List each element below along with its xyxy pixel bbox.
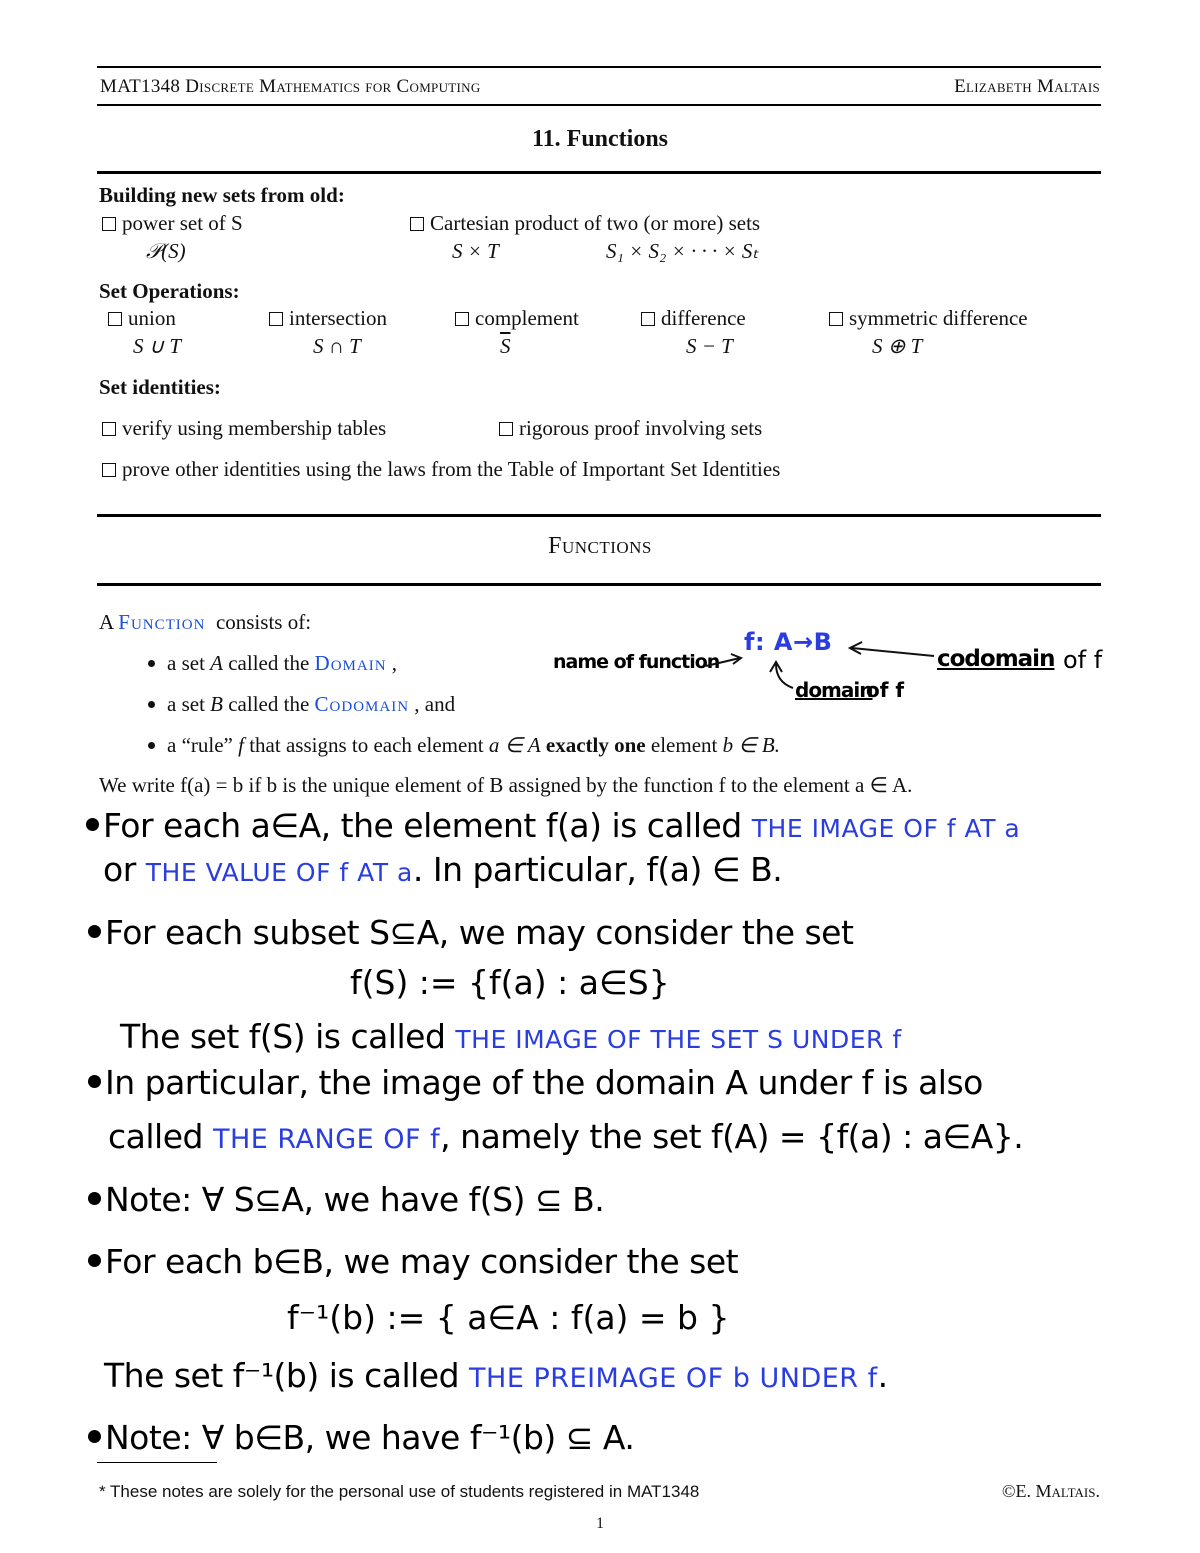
- op-notation: S ∪ T: [133, 334, 182, 358]
- copyright: ©E. Maltais.: [1001, 1481, 1100, 1501]
- op-label: complement: [475, 306, 579, 330]
- codomain-of-f: of f: [1063, 646, 1103, 674]
- op-label: intersection: [289, 306, 387, 330]
- item-var: A: [210, 651, 223, 675]
- hand-text: or: [103, 850, 136, 889]
- op-difference: [641, 306, 746, 331]
- op-label: union: [128, 306, 176, 330]
- item-text: that assigns to each element: [249, 733, 484, 757]
- checkbox-icon: [102, 217, 116, 231]
- item-text: called the: [228, 692, 310, 716]
- op-label: symmetric difference: [849, 306, 1028, 330]
- cartesian-item: [410, 211, 760, 236]
- item-text: called the: [228, 651, 310, 675]
- hand-text: For each b∈B, we may consider the set: [105, 1242, 739, 1281]
- footnote-text: * These notes are solely for the personal use of students registered in MAT1348: [99, 1482, 700, 1501]
- name-of-function-label: name of function: [553, 651, 720, 673]
- domain-term: Domain: [314, 651, 387, 675]
- value-of-f-at-a: THE VALUE OF f AT a: [145, 858, 413, 887]
- codomain-term: Codomain: [314, 692, 410, 716]
- page-number: 1: [596, 1515, 604, 1532]
- item-text: , and: [414, 692, 456, 716]
- ops-heading: Set Operations:: [99, 279, 240, 303]
- hand-line-6: [88, 1063, 983, 1102]
- domain-label: domain: [795, 678, 873, 702]
- power-set-label: power set of S: [122, 211, 243, 235]
- hand-text: Note: ∀ b∈B, we have f⁻¹(b) ⊆ A.: [105, 1418, 635, 1457]
- checkbox-icon: [102, 463, 116, 477]
- item-text: ,: [391, 651, 398, 675]
- hand-text: The set f(S) is called: [120, 1017, 446, 1056]
- range-of-f: THE RANGE OF f: [212, 1124, 441, 1155]
- footnote-rule: [97, 1462, 217, 1463]
- section-title: Functions: [548, 533, 652, 559]
- checkbox-icon: [829, 312, 843, 326]
- bullet-icon: [148, 701, 155, 708]
- section-rule-bottom: [97, 583, 1101, 586]
- rigorous-item: [499, 416, 762, 441]
- checkbox-icon: [269, 312, 283, 326]
- op-union: [108, 306, 176, 331]
- section-rule-top: [97, 514, 1101, 517]
- op-notation: $\overline{S}$: [500, 334, 511, 358]
- function-term: Function: [118, 610, 206, 634]
- domain-of-f: of f: [866, 678, 905, 702]
- checkbox-icon: [455, 312, 469, 326]
- op-notation: S ⊕ T: [872, 334, 923, 358]
- bullet-icon: [88, 1430, 101, 1443]
- item-text: element: [650, 733, 718, 757]
- bullet-icon: [86, 818, 99, 831]
- item-text: a “rule”: [167, 733, 233, 757]
- definition-intro: [99, 610, 311, 635]
- bullet-icon: [148, 660, 155, 667]
- power-set-notation: 𝒫(S): [146, 239, 186, 263]
- op-notation: S − T: [686, 334, 733, 358]
- intro-text: A: [99, 610, 114, 634]
- header-rule: [97, 104, 1101, 106]
- building-heading: Building new sets from old:: [99, 183, 345, 207]
- page-title: 11. Functions: [531, 126, 669, 152]
- intro-text: consists of:: [215, 610, 312, 634]
- bullet-icon: [88, 1192, 101, 1205]
- op-symmetric-difference: [829, 306, 1028, 331]
- checkbox-icon: [641, 312, 655, 326]
- hand-text: The set f⁻¹(b) is called: [104, 1356, 460, 1395]
- identities-heading: Set identities:: [99, 375, 221, 399]
- definition-item-codomain: [148, 692, 455, 717]
- bullet-icon: [88, 925, 101, 938]
- op-intersection: [269, 306, 387, 331]
- cartesian-notation-1: S × T: [452, 239, 499, 263]
- checkbox-icon: [102, 422, 116, 436]
- preimage-of-b-under-f: THE PREIMAGE OF b UNDER f: [469, 1363, 878, 1394]
- codomain-label: codomain: [937, 646, 1055, 672]
- hand-line-2: [103, 850, 782, 889]
- hand-line-4: f(S) := {f(a) : a∈S}: [350, 963, 670, 1002]
- hand-text: In particular, the image of the domain A under f is also: [105, 1063, 983, 1102]
- checkbox-icon: [108, 312, 122, 326]
- top-rule: [97, 66, 1101, 68]
- hand-line-11: [104, 1356, 888, 1395]
- hand-text: , namely the set f(A) = {f(a) : a∈A}.: [440, 1117, 1024, 1156]
- hand-text: . In particular, f(a) ∈ B.: [412, 850, 783, 889]
- item-var: f: [238, 733, 244, 757]
- we-write-line: We write f(a) = b if b is the unique element of B assigned by the function f to the element a ∈ A.: [99, 773, 913, 797]
- rigorous-label: rigorous proof involving sets: [519, 416, 763, 440]
- hand-text: Note: ∀ S⊆A, we have f(S) ⊆ B.: [105, 1180, 605, 1219]
- hand-text: .: [877, 1356, 888, 1395]
- op-notation: S ∩ T: [313, 334, 361, 358]
- power-set-item: [102, 211, 243, 236]
- cartesian-notation-2: S₁ × S₂ × · · · × Sₜ: [606, 239, 759, 263]
- hand-line-5: [120, 1017, 902, 1056]
- op-complement: [455, 306, 579, 331]
- item-text: a set: [167, 692, 205, 716]
- hand-line-10: f⁻¹(b) := { a∈A : f(a) = b }: [287, 1298, 730, 1337]
- definition-item-domain: [148, 651, 397, 676]
- image-of-set-under-f: THE IMAGE OF THE SET S UNDER f: [455, 1025, 902, 1054]
- hand-text: called: [108, 1117, 203, 1156]
- course-title: MAT1348 Discrete Mathematics for Computing: [100, 76, 481, 97]
- title-rule: [97, 171, 1101, 174]
- function-signature: f: A→B: [744, 628, 833, 656]
- checkbox-icon: [499, 422, 513, 436]
- bullet-icon: [88, 1075, 101, 1088]
- image-of-f-at-a: THE IMAGE OF f AT a: [751, 814, 1021, 843]
- item-var: B: [210, 692, 223, 716]
- op-label: difference: [661, 306, 746, 330]
- verify-label: verify using membership tables: [122, 416, 387, 440]
- hand-text: For each a∈A, the element f(a) is called: [103, 806, 742, 845]
- bullet-icon: [148, 742, 155, 749]
- prove-other-item: [102, 457, 780, 482]
- checkbox-icon: [410, 217, 424, 231]
- hand-line-1: [86, 806, 1020, 845]
- hand-line-12: [88, 1418, 634, 1457]
- cartesian-label: Cartesian product of two (or more) sets: [430, 211, 761, 235]
- prove-other-label: prove other identities using the laws from the Table of Important Set Identities: [122, 457, 781, 481]
- definition-item-rule: [148, 733, 780, 758]
- item-text: a set: [167, 651, 205, 675]
- item-bold: exactly one: [545, 733, 646, 757]
- item-math: b ∈ B.: [722, 733, 780, 757]
- item-math: a ∈ A: [488, 733, 541, 757]
- author-name: Elizabeth Maltais: [954, 76, 1100, 97]
- hand-line-9: [88, 1242, 738, 1281]
- hand-line-7: [108, 1117, 1023, 1156]
- verify-item: [102, 416, 386, 441]
- hand-line-3: [88, 913, 853, 952]
- hand-line-8: [88, 1180, 604, 1219]
- hand-text: For each subset S⊆A, we may consider the set: [105, 913, 854, 952]
- bullet-icon: [88, 1254, 101, 1267]
